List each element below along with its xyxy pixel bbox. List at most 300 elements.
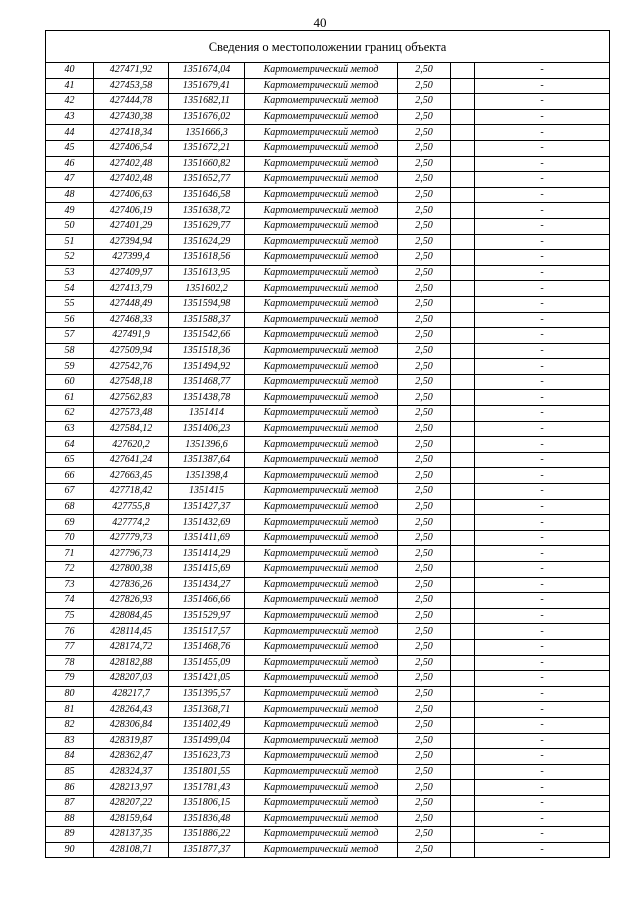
empty-cell bbox=[451, 562, 475, 578]
description-cell: - bbox=[475, 359, 610, 375]
method-cell: Картометрический метод bbox=[245, 281, 398, 297]
description-cell: - bbox=[475, 811, 610, 827]
y-coordinate-cell: 1351518,36 bbox=[169, 343, 245, 359]
empty-cell bbox=[451, 686, 475, 702]
description-cell: - bbox=[475, 140, 610, 156]
y-coordinate-cell: 1351676,02 bbox=[169, 109, 245, 125]
table-row bbox=[46, 671, 610, 687]
y-coordinate-cell: 1351468,76 bbox=[169, 639, 245, 655]
method-cell: Картометрический метод bbox=[245, 811, 398, 827]
x-coordinate-cell: 428207,03 bbox=[94, 671, 169, 687]
y-coordinate-cell: 1351638,72 bbox=[169, 203, 245, 219]
page-number: 40 bbox=[313, 15, 327, 30]
empty-cell bbox=[451, 359, 475, 375]
table-row bbox=[46, 94, 610, 110]
y-coordinate-cell: 1351602,2 bbox=[169, 281, 245, 297]
point-number-cell: 90 bbox=[46, 842, 94, 858]
point-number-cell: 62 bbox=[46, 406, 94, 422]
point-number-cell: 49 bbox=[46, 203, 94, 219]
table-row bbox=[46, 203, 610, 219]
method-cell: Картометрический метод bbox=[245, 390, 398, 406]
point-number-cell: 82 bbox=[46, 717, 94, 733]
table-row bbox=[46, 484, 610, 500]
description-cell: - bbox=[475, 187, 610, 203]
empty-cell bbox=[451, 265, 475, 281]
point-number-cell: 81 bbox=[46, 702, 94, 718]
empty-cell bbox=[451, 296, 475, 312]
description-cell: - bbox=[475, 827, 610, 843]
error-cell: 2,50 bbox=[398, 78, 451, 94]
description-cell: - bbox=[475, 608, 610, 624]
empty-cell bbox=[451, 374, 475, 390]
error-cell: 2,50 bbox=[398, 452, 451, 468]
table-row bbox=[46, 312, 610, 328]
method-cell: Картометрический метод bbox=[245, 125, 398, 141]
point-number-cell: 45 bbox=[46, 140, 94, 156]
x-coordinate-cell: 428159,64 bbox=[94, 811, 169, 827]
y-coordinate-cell: 1351387,64 bbox=[169, 452, 245, 468]
x-coordinate-cell: 427401,29 bbox=[94, 218, 169, 234]
point-number-cell: 61 bbox=[46, 390, 94, 406]
point-number-cell: 52 bbox=[46, 250, 94, 266]
empty-cell bbox=[451, 795, 475, 811]
table-row bbox=[46, 686, 610, 702]
point-number-cell: 60 bbox=[46, 374, 94, 390]
x-coordinate-cell: 427418,34 bbox=[94, 125, 169, 141]
point-number-cell: 51 bbox=[46, 234, 94, 250]
point-number-cell: 50 bbox=[46, 218, 94, 234]
description-cell: - bbox=[475, 156, 610, 172]
point-number-cell: 46 bbox=[46, 156, 94, 172]
x-coordinate-cell: 428324,37 bbox=[94, 764, 169, 780]
table-row bbox=[46, 437, 610, 453]
error-cell: 2,50 bbox=[398, 733, 451, 749]
description-cell: - bbox=[475, 125, 610, 141]
y-coordinate-cell: 1351432,69 bbox=[169, 515, 245, 531]
description-cell: - bbox=[475, 686, 610, 702]
x-coordinate-cell: 427542,76 bbox=[94, 359, 169, 375]
description-cell: - bbox=[475, 109, 610, 125]
x-coordinate-cell: 427548,18 bbox=[94, 374, 169, 390]
table-row bbox=[46, 172, 610, 188]
method-cell: Картометрический метод bbox=[245, 624, 398, 640]
y-coordinate-cell: 1351411,69 bbox=[169, 530, 245, 546]
empty-cell bbox=[451, 546, 475, 562]
description-cell: - bbox=[475, 296, 610, 312]
y-coordinate-cell: 1351618,56 bbox=[169, 250, 245, 266]
error-cell: 2,50 bbox=[398, 749, 451, 765]
table-row bbox=[46, 406, 610, 422]
empty-cell bbox=[451, 203, 475, 219]
description-cell: - bbox=[475, 530, 610, 546]
y-coordinate-cell: 1351629,77 bbox=[169, 218, 245, 234]
section-title: Сведения о местоположении границ объекта bbox=[46, 31, 610, 63]
y-coordinate-cell: 1351421,05 bbox=[169, 671, 245, 687]
description-cell: - bbox=[475, 842, 610, 858]
point-number-cell: 66 bbox=[46, 468, 94, 484]
x-coordinate-cell: 427406,54 bbox=[94, 140, 169, 156]
x-coordinate-cell: 427444,78 bbox=[94, 94, 169, 110]
error-cell: 2,50 bbox=[398, 484, 451, 500]
empty-cell bbox=[451, 639, 475, 655]
error-cell: 2,50 bbox=[398, 374, 451, 390]
description-cell: - bbox=[475, 312, 610, 328]
table-row bbox=[46, 593, 610, 609]
description-cell: - bbox=[475, 671, 610, 687]
method-cell: Картометрический метод bbox=[245, 218, 398, 234]
x-coordinate-cell: 427573,48 bbox=[94, 406, 169, 422]
empty-cell bbox=[451, 671, 475, 687]
x-coordinate-cell: 427663,45 bbox=[94, 468, 169, 484]
x-coordinate-cell: 427468,33 bbox=[94, 312, 169, 328]
x-coordinate-cell: 428362,47 bbox=[94, 749, 169, 765]
table-row bbox=[46, 733, 610, 749]
error-cell: 2,50 bbox=[398, 109, 451, 125]
x-coordinate-cell: 428213,97 bbox=[94, 780, 169, 796]
method-cell: Картометрический метод bbox=[245, 780, 398, 796]
table-row bbox=[46, 281, 610, 297]
error-cell: 2,50 bbox=[398, 281, 451, 297]
empty-cell bbox=[451, 312, 475, 328]
empty-cell bbox=[451, 437, 475, 453]
method-cell: Картометрический метод bbox=[245, 686, 398, 702]
y-coordinate-cell: 1351666,3 bbox=[169, 125, 245, 141]
x-coordinate-cell: 428174,72 bbox=[94, 639, 169, 655]
empty-cell bbox=[451, 484, 475, 500]
table-row bbox=[46, 468, 610, 484]
y-coordinate-cell: 1351466,66 bbox=[169, 593, 245, 609]
method-cell: Картометрический метод bbox=[245, 671, 398, 687]
description-cell: - bbox=[475, 250, 610, 266]
empty-cell bbox=[451, 717, 475, 733]
error-cell: 2,50 bbox=[398, 577, 451, 593]
x-coordinate-cell: 427826,93 bbox=[94, 593, 169, 609]
y-coordinate-cell: 1351398,4 bbox=[169, 468, 245, 484]
table-row bbox=[46, 250, 610, 266]
description-cell: - bbox=[475, 562, 610, 578]
table-row bbox=[46, 655, 610, 671]
error-cell: 2,50 bbox=[398, 499, 451, 515]
description-cell: - bbox=[475, 390, 610, 406]
error-cell: 2,50 bbox=[398, 515, 451, 531]
table-row bbox=[46, 749, 610, 765]
y-coordinate-cell: 1351624,29 bbox=[169, 234, 245, 250]
error-cell: 2,50 bbox=[398, 639, 451, 655]
method-cell: Картометрический метод bbox=[245, 468, 398, 484]
empty-cell bbox=[451, 764, 475, 780]
point-number-cell: 58 bbox=[46, 343, 94, 359]
description-cell: - bbox=[475, 749, 610, 765]
method-cell: Картометрический метод bbox=[245, 530, 398, 546]
point-number-cell: 80 bbox=[46, 686, 94, 702]
error-cell: 2,50 bbox=[398, 203, 451, 219]
y-coordinate-cell: 1351434,27 bbox=[169, 577, 245, 593]
point-number-cell: 64 bbox=[46, 437, 94, 453]
error-cell: 2,50 bbox=[398, 764, 451, 780]
y-coordinate-cell: 1351517,57 bbox=[169, 624, 245, 640]
empty-cell bbox=[451, 530, 475, 546]
x-coordinate-cell: 428306,84 bbox=[94, 717, 169, 733]
x-coordinate-cell: 428319,87 bbox=[94, 733, 169, 749]
description-cell: - bbox=[475, 265, 610, 281]
table-row bbox=[46, 296, 610, 312]
table-row bbox=[46, 78, 610, 94]
empty-cell bbox=[451, 468, 475, 484]
point-number-cell: 42 bbox=[46, 94, 94, 110]
error-cell: 2,50 bbox=[398, 842, 451, 858]
error-cell: 2,50 bbox=[398, 63, 451, 79]
error-cell: 2,50 bbox=[398, 187, 451, 203]
error-cell: 2,50 bbox=[398, 702, 451, 718]
point-number-cell: 69 bbox=[46, 515, 94, 531]
boundary-coordinates-table bbox=[45, 30, 610, 858]
method-cell: Картометрический метод bbox=[245, 406, 398, 422]
y-coordinate-cell: 1351468,77 bbox=[169, 374, 245, 390]
y-coordinate-cell: 1351499,04 bbox=[169, 733, 245, 749]
method-cell: Картометрический метод bbox=[245, 639, 398, 655]
description-cell: - bbox=[475, 203, 610, 219]
method-cell: Картометрический метод bbox=[245, 203, 398, 219]
point-number-cell: 87 bbox=[46, 795, 94, 811]
y-coordinate-cell: 1351438,78 bbox=[169, 390, 245, 406]
table-row bbox=[46, 63, 610, 79]
description-cell: - bbox=[475, 639, 610, 655]
y-coordinate-cell: 1351877,37 bbox=[169, 842, 245, 858]
description-cell: - bbox=[475, 624, 610, 640]
error-cell: 2,50 bbox=[398, 328, 451, 344]
method-cell: Картометрический метод bbox=[245, 250, 398, 266]
method-cell: Картометрический метод bbox=[245, 78, 398, 94]
empty-cell bbox=[451, 343, 475, 359]
description-cell: - bbox=[475, 406, 610, 422]
point-number-cell: 88 bbox=[46, 811, 94, 827]
method-cell: Картометрический метод bbox=[245, 374, 398, 390]
empty-cell bbox=[451, 281, 475, 297]
x-coordinate-cell: 428264,43 bbox=[94, 702, 169, 718]
table-row bbox=[46, 827, 610, 843]
method-cell: Картометрический метод bbox=[245, 593, 398, 609]
error-cell: 2,50 bbox=[398, 717, 451, 733]
x-coordinate-cell: 428207,22 bbox=[94, 795, 169, 811]
error-cell: 2,50 bbox=[398, 655, 451, 671]
error-cell: 2,50 bbox=[398, 406, 451, 422]
point-number-cell: 70 bbox=[46, 530, 94, 546]
point-number-cell: 59 bbox=[46, 359, 94, 375]
method-cell: Картометрический метод bbox=[245, 546, 398, 562]
method-cell: Картометрический метод bbox=[245, 749, 398, 765]
method-cell: Картометрический метод bbox=[245, 577, 398, 593]
error-cell: 2,50 bbox=[398, 593, 451, 609]
empty-cell bbox=[451, 842, 475, 858]
y-coordinate-cell: 1351682,11 bbox=[169, 94, 245, 110]
method-cell: Картометрический метод bbox=[245, 359, 398, 375]
method-cell: Картометрический метод bbox=[245, 827, 398, 843]
y-coordinate-cell: 1351406,23 bbox=[169, 421, 245, 437]
description-cell: - bbox=[475, 717, 610, 733]
y-coordinate-cell: 1351594,98 bbox=[169, 296, 245, 312]
error-cell: 2,50 bbox=[398, 811, 451, 827]
point-number-cell: 79 bbox=[46, 671, 94, 687]
y-coordinate-cell: 1351395,57 bbox=[169, 686, 245, 702]
description-cell: - bbox=[475, 780, 610, 796]
error-cell: 2,50 bbox=[398, 265, 451, 281]
table-row bbox=[46, 374, 610, 390]
empty-cell bbox=[451, 78, 475, 94]
description-cell: - bbox=[475, 593, 610, 609]
x-coordinate-cell: 428108,71 bbox=[94, 842, 169, 858]
table-body bbox=[46, 31, 610, 858]
x-coordinate-cell: 427430,38 bbox=[94, 109, 169, 125]
description-cell: - bbox=[475, 655, 610, 671]
empty-cell bbox=[451, 218, 475, 234]
description-cell: - bbox=[475, 702, 610, 718]
point-number-cell: 76 bbox=[46, 624, 94, 640]
empty-cell bbox=[451, 655, 475, 671]
y-coordinate-cell: 1351781,43 bbox=[169, 780, 245, 796]
y-coordinate-cell: 1351836,48 bbox=[169, 811, 245, 827]
description-cell: - bbox=[475, 499, 610, 515]
y-coordinate-cell: 1351801,55 bbox=[169, 764, 245, 780]
table-row bbox=[46, 109, 610, 125]
table-row bbox=[46, 530, 610, 546]
point-number-cell: 74 bbox=[46, 593, 94, 609]
x-coordinate-cell: 427409,97 bbox=[94, 265, 169, 281]
point-number-cell: 63 bbox=[46, 421, 94, 437]
x-coordinate-cell: 427755,8 bbox=[94, 499, 169, 515]
point-number-cell: 68 bbox=[46, 499, 94, 515]
x-coordinate-cell: 427402,48 bbox=[94, 172, 169, 188]
method-cell: Картометрический метод bbox=[245, 655, 398, 671]
empty-cell bbox=[451, 328, 475, 344]
x-coordinate-cell: 427718,42 bbox=[94, 484, 169, 500]
table-row bbox=[46, 515, 610, 531]
method-cell: Картометрический метод bbox=[245, 764, 398, 780]
point-number-cell: 47 bbox=[46, 172, 94, 188]
error-cell: 2,50 bbox=[398, 795, 451, 811]
x-coordinate-cell: 428137,35 bbox=[94, 827, 169, 843]
empty-cell bbox=[451, 780, 475, 796]
section-header-row bbox=[46, 31, 610, 63]
description-cell: - bbox=[475, 234, 610, 250]
x-coordinate-cell: 427406,19 bbox=[94, 203, 169, 219]
y-coordinate-cell: 1351542,66 bbox=[169, 328, 245, 344]
x-coordinate-cell: 427413,79 bbox=[94, 281, 169, 297]
y-coordinate-cell: 1351646,58 bbox=[169, 187, 245, 203]
empty-cell bbox=[451, 593, 475, 609]
table-row bbox=[46, 562, 610, 578]
y-coordinate-cell: 1351652,77 bbox=[169, 172, 245, 188]
description-cell: - bbox=[475, 343, 610, 359]
y-coordinate-cell: 1351427,37 bbox=[169, 499, 245, 515]
error-cell: 2,50 bbox=[398, 546, 451, 562]
empty-cell bbox=[451, 140, 475, 156]
boundary-table-container bbox=[45, 30, 609, 858]
empty-cell bbox=[451, 577, 475, 593]
point-number-cell: 83 bbox=[46, 733, 94, 749]
method-cell: Картометрический метод bbox=[245, 234, 398, 250]
method-cell: Картометрический метод bbox=[245, 140, 398, 156]
description-cell: - bbox=[475, 94, 610, 110]
empty-cell bbox=[451, 250, 475, 266]
description-cell: - bbox=[475, 374, 610, 390]
point-number-cell: 41 bbox=[46, 78, 94, 94]
method-cell: Картометрический метод bbox=[245, 562, 398, 578]
error-cell: 2,50 bbox=[398, 421, 451, 437]
empty-cell bbox=[451, 109, 475, 125]
y-coordinate-cell: 1351588,37 bbox=[169, 312, 245, 328]
empty-cell bbox=[451, 515, 475, 531]
point-number-cell: 85 bbox=[46, 764, 94, 780]
table-row bbox=[46, 702, 610, 718]
empty-cell bbox=[451, 187, 475, 203]
table-row bbox=[46, 639, 610, 655]
error-cell: 2,50 bbox=[398, 296, 451, 312]
y-coordinate-cell: 1351672,21 bbox=[169, 140, 245, 156]
x-coordinate-cell: 427453,58 bbox=[94, 78, 169, 94]
method-cell: Картометрический метод bbox=[245, 328, 398, 344]
method-cell: Картометрический метод bbox=[245, 733, 398, 749]
y-coordinate-cell: 1351613,95 bbox=[169, 265, 245, 281]
x-coordinate-cell: 427562,83 bbox=[94, 390, 169, 406]
point-number-cell: 48 bbox=[46, 187, 94, 203]
x-coordinate-cell: 427800,38 bbox=[94, 562, 169, 578]
table-row bbox=[46, 156, 610, 172]
empty-cell bbox=[451, 234, 475, 250]
point-number-cell: 89 bbox=[46, 827, 94, 843]
table-row bbox=[46, 187, 610, 203]
x-coordinate-cell: 427402,48 bbox=[94, 156, 169, 172]
error-cell: 2,50 bbox=[398, 608, 451, 624]
y-coordinate-cell: 1351679,41 bbox=[169, 78, 245, 94]
empty-cell bbox=[451, 499, 475, 515]
empty-cell bbox=[451, 94, 475, 110]
x-coordinate-cell: 427836,26 bbox=[94, 577, 169, 593]
method-cell: Картометрический метод bbox=[245, 63, 398, 79]
error-cell: 2,50 bbox=[398, 437, 451, 453]
point-number-cell: 77 bbox=[46, 639, 94, 655]
method-cell: Картометрический метод bbox=[245, 94, 398, 110]
y-coordinate-cell: 1351415,69 bbox=[169, 562, 245, 578]
x-coordinate-cell: 428182,88 bbox=[94, 655, 169, 671]
point-number-cell: 57 bbox=[46, 328, 94, 344]
y-coordinate-cell: 1351674,04 bbox=[169, 63, 245, 79]
point-number-cell: 78 bbox=[46, 655, 94, 671]
x-coordinate-cell: 427641,24 bbox=[94, 452, 169, 468]
method-cell: Картометрический метод bbox=[245, 187, 398, 203]
table-row bbox=[46, 780, 610, 796]
method-cell: Картометрический метод bbox=[245, 156, 398, 172]
point-number-cell: 86 bbox=[46, 780, 94, 796]
error-cell: 2,50 bbox=[398, 125, 451, 141]
table-row bbox=[46, 452, 610, 468]
empty-cell bbox=[451, 811, 475, 827]
y-coordinate-cell: 1351660,82 bbox=[169, 156, 245, 172]
point-number-cell: 40 bbox=[46, 63, 94, 79]
description-cell: - bbox=[475, 452, 610, 468]
empty-cell bbox=[451, 624, 475, 640]
empty-cell bbox=[451, 63, 475, 79]
empty-cell bbox=[451, 702, 475, 718]
method-cell: Картометрический метод bbox=[245, 343, 398, 359]
description-cell: - bbox=[475, 437, 610, 453]
method-cell: Картометрический метод bbox=[245, 452, 398, 468]
point-number-cell: 84 bbox=[46, 749, 94, 765]
table-row bbox=[46, 842, 610, 858]
table-row bbox=[46, 624, 610, 640]
x-coordinate-cell: 427584,12 bbox=[94, 421, 169, 437]
error-cell: 2,50 bbox=[398, 94, 451, 110]
table-row bbox=[46, 577, 610, 593]
